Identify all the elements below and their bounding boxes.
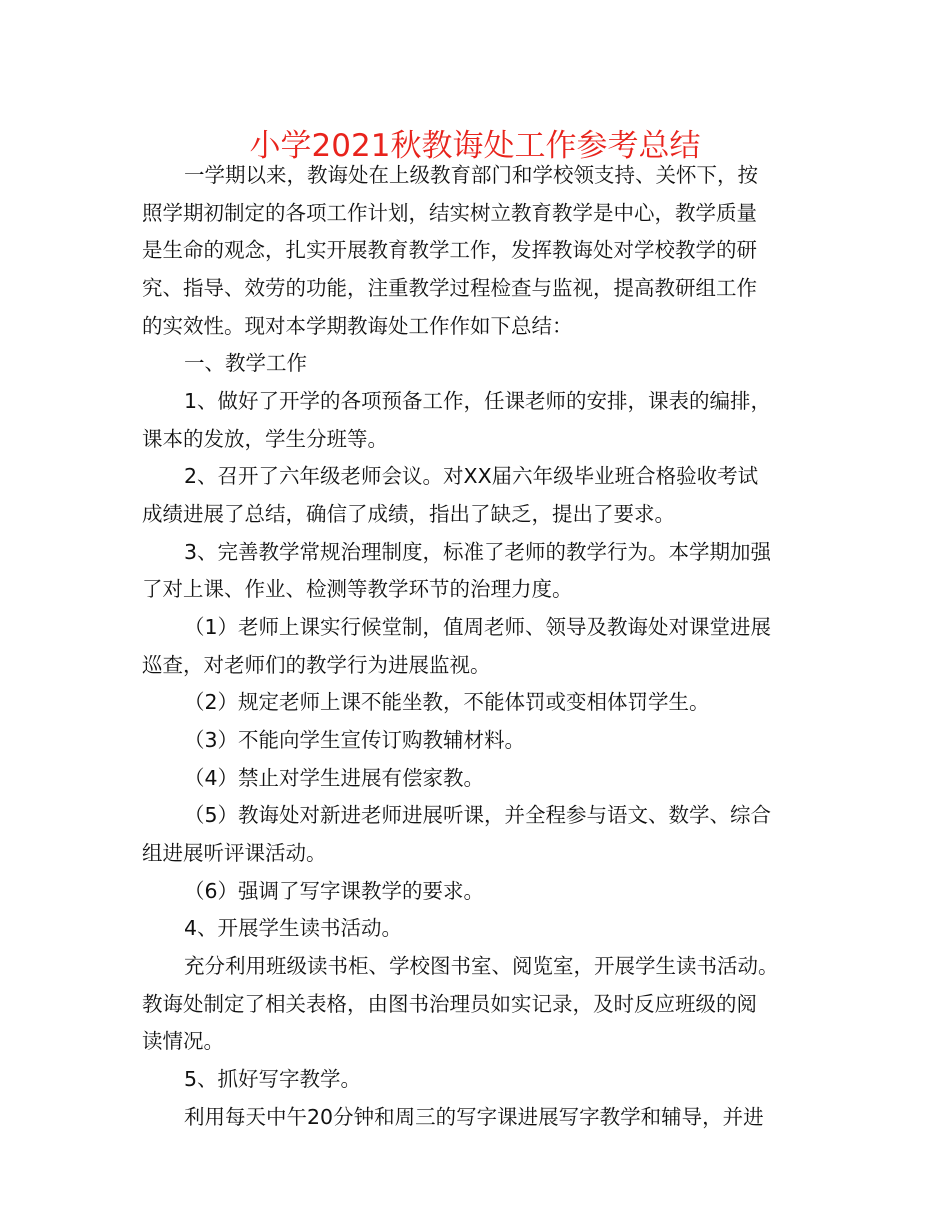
document-title: 小学2021秋教诲处工作参考总结: [249, 128, 701, 164]
body-line: 教诲处制定了相关表格，由图书治理员如实记录，及时反应班级的阅: [142, 992, 757, 1016]
body-line: （2）规定老师上课不能坐教，不能体罚或变相体罚学生。: [184, 690, 710, 714]
body-line: 巡查，对老师们的教学行为进展监视。: [142, 653, 491, 677]
body-line: 1、做好了开学的各项预备工作，任课老师的安排，课表的编排，: [184, 389, 772, 413]
body-line: 利用每天中午20分钟和周三的写字课进展写字教学和辅导，并进: [184, 1105, 764, 1129]
body-line: （3）不能向学生宣传订购教辅材料。: [184, 728, 526, 752]
body-line: 成绩进展了总结，确信了成绩，指出了缺乏，提出了要求。: [142, 502, 675, 526]
body-line: （5）教诲处对新进老师进展听课，并全程参与语文、数学、综合: [184, 803, 772, 827]
body-line: 是生命的观念，扎实开展教育教学工作，发挥教诲处对学校教学的研: [142, 238, 757, 262]
body-line: 4、开展学生读书活动。: [184, 916, 403, 940]
body-line: 读情况。: [142, 1029, 224, 1053]
body-line: 课本的发放，学生分班等。: [142, 427, 388, 451]
body-line: 充分利用班级读书柜、学校图书室、阅览室，开展学生读书活动。: [184, 954, 779, 978]
body-line: （6）强调了写字课教学的要求。: [184, 879, 485, 903]
body-line: 3、完善教学常规治理制度，标准了老师的教学行为。本学期加强: [184, 540, 772, 564]
body-line: 的实效性。现对本学期教诲处工作作如下总结：: [142, 314, 573, 338]
body-line: 2、召开了六年级老师会议。对XX届六年级毕业班合格验收考试: [184, 464, 759, 488]
body-line: （4）禁止对学生进展有偿家教。: [184, 766, 485, 790]
body-line: 照学期初制定的各项工作计划，结实树立教育教学是中心，教学质量: [142, 201, 757, 225]
body-line: 5、抓好写字教学。: [184, 1067, 362, 1091]
body-line: 一学期以来，教诲处在上级教育部门和学校领支持、关怀下，按: [184, 163, 758, 187]
body-line: 组进展听评课活动。: [142, 841, 327, 865]
body-line: （1）老师上课实行候堂制，值周老师、领导及教诲处对课堂进展: [184, 615, 772, 639]
section-heading: 一、教学工作: [184, 351, 307, 375]
body-line: 究、指导、效劳的功能，注重教学过程检查与监视，提高教研组工作: [142, 276, 757, 300]
body-line: 了对上课、作业、检测等教学环节的治理力度。: [142, 577, 573, 601]
